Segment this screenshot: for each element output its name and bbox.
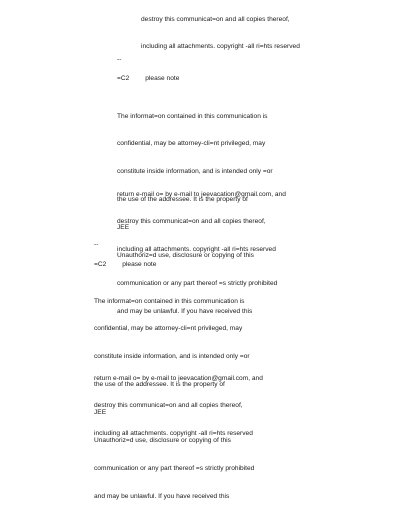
text-line: Unauthoriz=d use, disclosure or copying of this xyxy=(94,437,231,445)
top-fragment xyxy=(141,0,300,61)
text-line: destroy this communicat=on and all copies thereof, xyxy=(117,218,266,226)
text-line: confidential, may be attorney-cli=nt privileged, may xyxy=(94,325,243,333)
text-line: constitute inside information, and is intended only =or xyxy=(94,353,250,361)
note-header xyxy=(117,74,179,83)
text-line: communication or any part thereof =s strictly prohibited xyxy=(117,279,278,287)
text-line: communication or any part thereof =s strictly prohibited xyxy=(94,464,255,472)
text-line: return e-mail o= by e-mail to jeevacation@gmail.com, and xyxy=(117,190,286,198)
text-line: JEE xyxy=(94,409,107,417)
note-label: please note xyxy=(145,75,180,82)
text-line: Unauthoriz=d use, disclosure or copying of this xyxy=(117,252,254,260)
text-line: the use of the addressee. It is the property of xyxy=(94,381,225,389)
text-line: the use of the addressee. It is the property of xyxy=(117,196,248,204)
return-instructions xyxy=(117,171,286,264)
encoded-code: =C2 xyxy=(94,261,111,268)
note-header xyxy=(94,260,156,269)
note-label: please note xyxy=(122,261,157,268)
text-line: The informat=on contained in this communication is xyxy=(94,297,245,305)
text-line: and may be unlawful. If you have received this xyxy=(94,492,230,500)
text-line: and may be unlawful. If you have received this xyxy=(117,307,253,315)
text-line: destroy this communicat=on and all copies thereof, xyxy=(141,15,290,23)
encoded-code: =C2 xyxy=(117,75,134,82)
return-instructions xyxy=(94,355,263,448)
text-line: including all attachments. copyright -all ri=hts reserved xyxy=(117,246,276,254)
text-line: The informat=on contained in this communication is xyxy=(117,112,268,120)
text-line: including all attachments. copyright -all ri=hts reserved xyxy=(141,43,300,51)
text-line: including all attachments. copyright -all ri=hts reserved xyxy=(94,430,253,438)
text-line: constitute inside information, and is intended only =or xyxy=(117,168,273,176)
text-line: return e-mail o= by e-mail to jeevacation@gmail.com, and xyxy=(94,374,263,382)
signature-dash: -- xyxy=(117,56,122,63)
text-line: confidential, may be attorney-cli=nt privileged, may xyxy=(117,140,266,148)
signature-dash: -- xyxy=(94,241,99,248)
text-line: destroy this communicat=on and all copies thereof, xyxy=(94,402,243,410)
text-line: JEE xyxy=(117,224,130,232)
